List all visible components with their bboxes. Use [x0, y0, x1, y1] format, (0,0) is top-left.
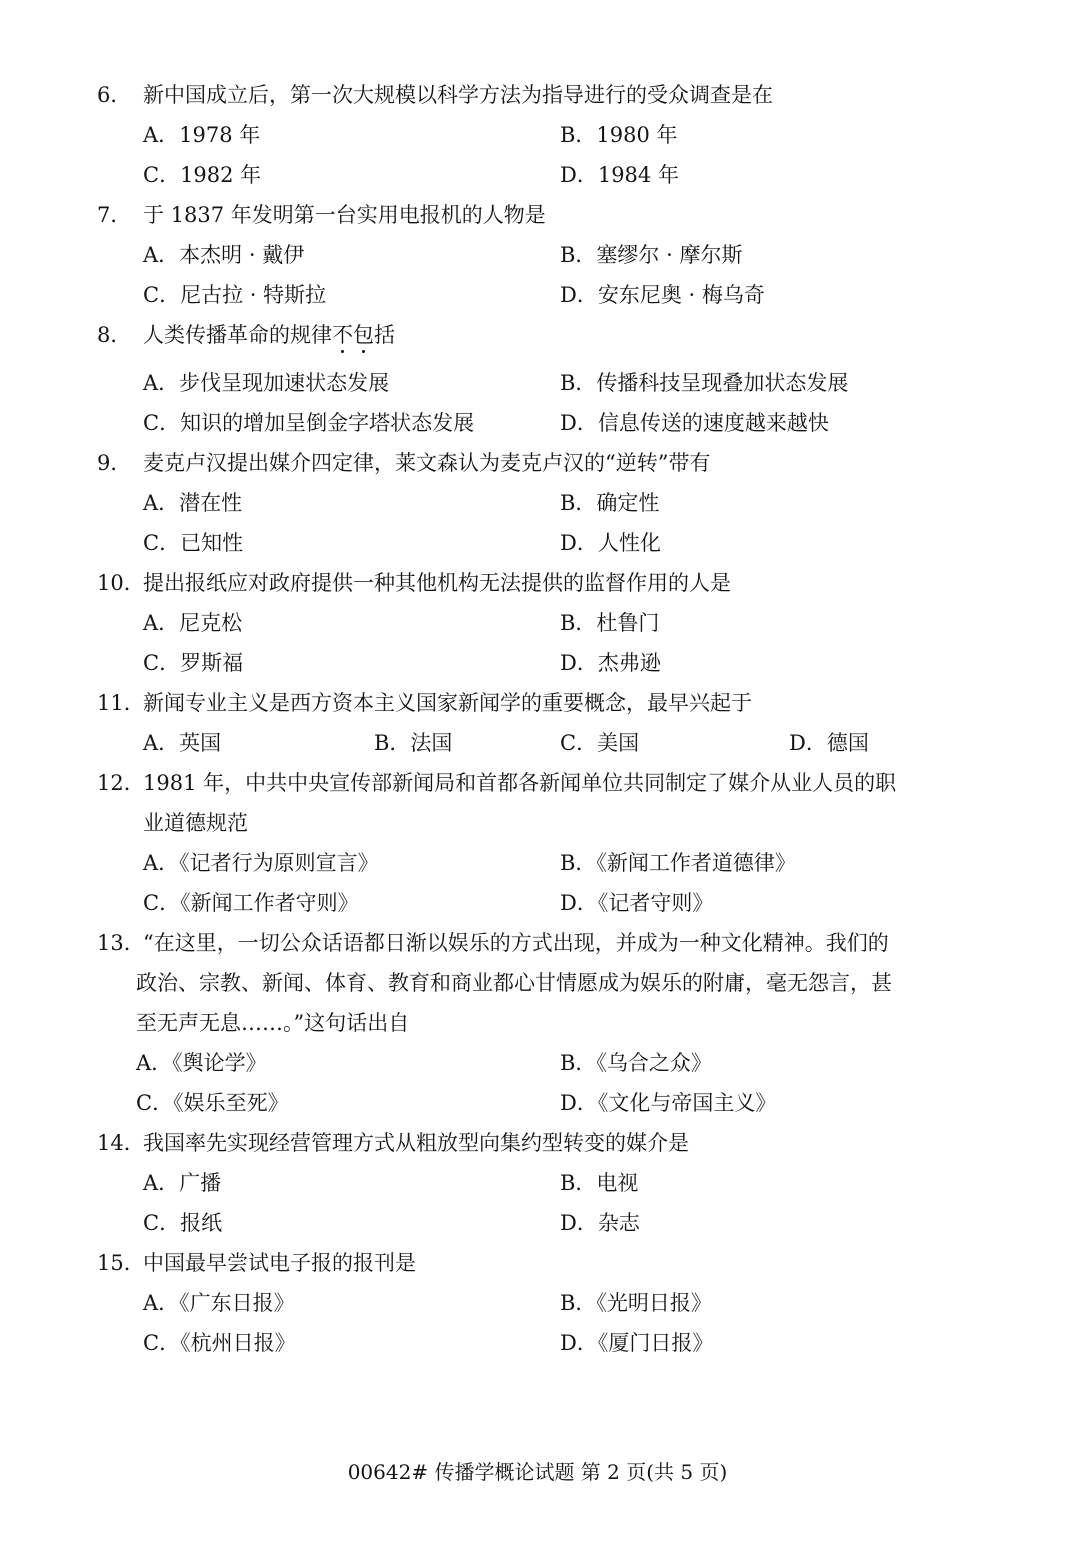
- option-d: D．杂志: [560, 1211, 640, 1235]
- option-c: C．《杭州日报》: [143, 1331, 296, 1355]
- option-c: C．尼古拉 · 特斯拉: [143, 283, 327, 307]
- option-b: B．《新闻工作者道德律》: [560, 851, 796, 875]
- option-a: A．步伐呈现加速状态发展: [143, 371, 390, 395]
- option-a: A．《舆论学》: [136, 1051, 267, 1075]
- question-stem: 新中国成立后，第一次大规模以科学方法为指导进行的受众调查是在: [143, 83, 773, 107]
- option-d: D．杰弗逊: [560, 651, 661, 675]
- option-c: C．美国: [560, 731, 640, 755]
- option-c: C．已知性: [143, 531, 244, 555]
- option-b: B．电视: [560, 1171, 639, 1195]
- option-b: B．法国: [374, 731, 453, 755]
- question-stem: 我国率先实现经营管理方式从粗放型向集约型转变的媒介是: [143, 1131, 689, 1155]
- question-number: 8．: [97, 323, 132, 347]
- option-b: B．《乌合之众》: [560, 1051, 712, 1075]
- page-footer: 00642# 传播学概论试题 第 2 页(共 5 页): [347, 1460, 728, 1484]
- option-c: C．罗斯福: [143, 651, 244, 675]
- option-a: A．《记者行为原则宣言》: [143, 851, 379, 875]
- option-d: D．《记者守则》: [560, 891, 714, 915]
- question-stem: “在这里，一切公众话语都日渐以娱乐的方式出现，并成为一种文化精神。我们的: [143, 931, 889, 955]
- option-c: C．1982 年: [143, 163, 262, 187]
- option-b: B．塞缪尔 · 摩尔斯: [560, 243, 743, 267]
- question-stem: 提出报纸应对政府提供一种其他机构无法提供的监督作用的人是: [143, 571, 731, 595]
- option-a: A．潜在性: [143, 491, 243, 515]
- question-number: 11．: [97, 691, 145, 715]
- emphasis-char: 不: [332, 323, 353, 347]
- option-d: D．人性化: [560, 531, 661, 555]
- question-stem: 中国最早尝试电子报的报刊是: [143, 1251, 416, 1275]
- option-c: C．知识的增加呈倒金字塔状态发展: [143, 411, 475, 435]
- question-number: 14．: [97, 1131, 145, 1155]
- stem-text: 括: [374, 323, 395, 347]
- option-d: D．信息传送的速度越来越快: [560, 411, 829, 435]
- emphasis-char: 包: [353, 323, 374, 347]
- question-number: 9．: [97, 451, 132, 475]
- question-number: 6．: [97, 83, 132, 107]
- question-number: 15．: [97, 1251, 145, 1275]
- option-a: A．本杰明 · 戴伊: [143, 243, 305, 267]
- question-number: 12．: [97, 771, 145, 795]
- question-stem-continued: 业道德规范: [143, 811, 248, 835]
- option-b: B．1980 年: [560, 123, 678, 147]
- question-stem-continued: 政治、宗教、新闻、体育、教育和商业都心甘情愿成为娱乐的附庸，毫无怨言，甚: [136, 971, 892, 995]
- option-c: C．《新闻工作者守则》: [143, 891, 359, 915]
- option-c: C．《娱乐至死》: [136, 1091, 289, 1115]
- option-d: D．《厦门日报》: [560, 1331, 714, 1355]
- option-a: A．《广东日报》: [143, 1291, 295, 1315]
- question-stem: 1981 年，中共中央宣传部新闻局和首都各新闻单位共同制定了媒介从业人员的职: [143, 771, 897, 795]
- option-b: B．杜鲁门: [560, 611, 660, 635]
- question-stem: [143, 321, 395, 349]
- question-stem-continued: 至无声无息……。”这句话出自: [136, 1011, 410, 1035]
- option-a: A．英国: [143, 731, 222, 755]
- option-d: D．1984 年: [560, 163, 679, 187]
- option-d: D．德国: [789, 731, 869, 755]
- question-number: 10．: [97, 571, 145, 595]
- question-stem: 麦克卢汉提出媒介四定律，莱文森认为麦克卢汉的“逆转”带有: [143, 451, 711, 475]
- question-stem: 新闻专业主义是西方资本主义国家新闻学的重要概念，最早兴起于: [143, 691, 752, 715]
- option-b: B．《光明日报》: [560, 1291, 712, 1315]
- option-d: D．安东尼奥 · 梅乌奇: [560, 283, 765, 307]
- option-d: D．《文化与帝国主义》: [560, 1091, 777, 1115]
- option-a: A．广播: [143, 1171, 222, 1195]
- option-a: A．尼克松: [143, 611, 243, 635]
- option-c: C．报纸: [143, 1211, 223, 1235]
- option-b: B．确定性: [560, 491, 660, 515]
- question-number: 7．: [97, 203, 132, 227]
- option-b: B．传播科技呈现叠加状态发展: [560, 371, 849, 395]
- option-a: A．1978 年: [143, 123, 261, 147]
- question-stem: 于 1837 年发明第一台实用电报机的人物是: [143, 203, 546, 227]
- question-number: 13．: [97, 931, 145, 955]
- stem-text: 人类传播革命的规律: [143, 323, 332, 347]
